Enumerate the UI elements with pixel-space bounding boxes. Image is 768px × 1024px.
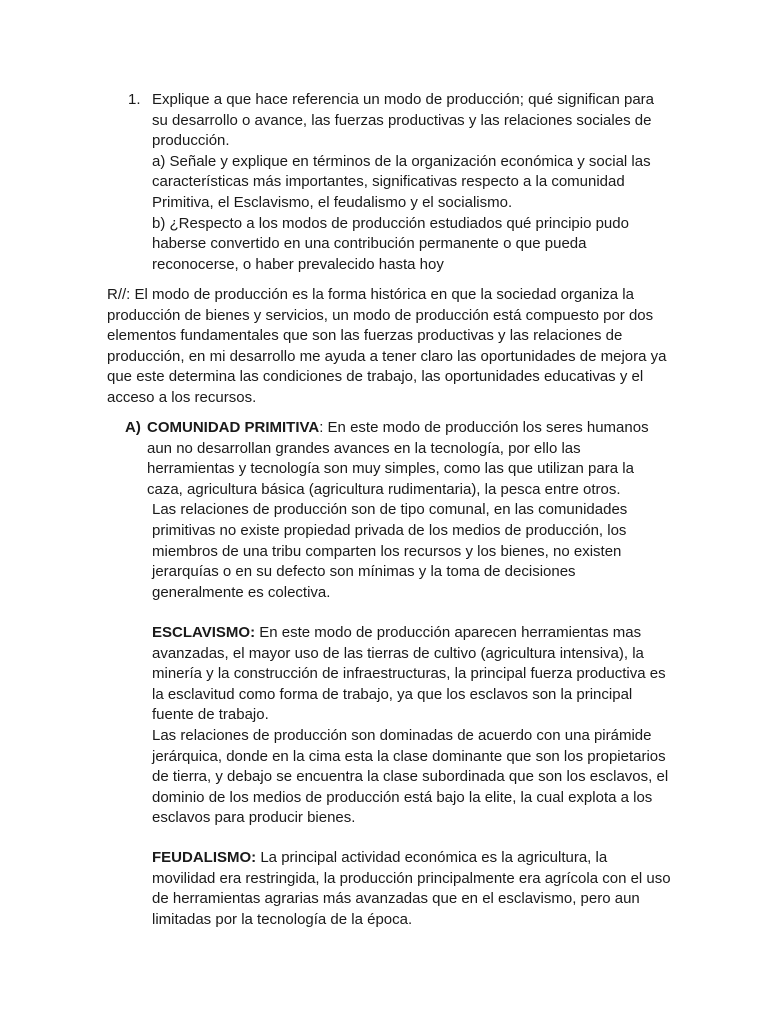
- question-part-b: b) ¿Respecto a los modos de producción estudiados qué principio pudo haberse convertido en una contribución permanente o que pueda reconocerse, o haber prevalecido hasta hoy: [152, 214, 629, 273]
- section-a-relations: Las relaciones de producción son de tipo comunal, en las comunidades primitivas no existe propiedad privada de los medios de producción, los miembros de una tribu comparten los recursos y los bienes, no existen jerarquías o en su defecto son mínimas y la toma de decisiones generalmente es colectiva.: [152, 501, 628, 601]
- section-a-text: : En este modo de producción los seres humanos aun no desarrollan grandes avances en la tecnología, por ello las herramientas y tecnología son muy simples, como las que utilizan para la caza, agricultura básica (agricultura rudimentaria), la pesca entre otros.: [147, 419, 649, 498]
- section-esclavismo: [152, 623, 672, 829]
- esclavismo-heading: ESCLAVISMO:: [152, 624, 256, 641]
- answer-text: R//: El modo de producción es la forma histórica en que la sociedad organiza la producción de bienes y servicios, un modo de producción está compuesto por dos elementos fundamentales que son las fuerzas productivas y las relaciones de producción, en mi desarrollo me ayuda a tener claro las oportunidades de mejora ya que este determina las condiciones de trabajo, las oportunidades educativas y el acceso a los recursos.: [107, 286, 667, 406]
- section-comunidad-primitiva: [125, 418, 670, 603]
- question-body: [152, 90, 668, 275]
- esclavismo-text: En este modo de producción aparecen herramientas mas avanzadas, el mayor uso de las tierras de cultivo (agricultura intensiva), la minería y la construcción de infraestructuras, la principal fuerza productiva es la esclavitud como forma de trabajo, ya que los esclavos son la principal fuente de trabajo.: [152, 624, 666, 724]
- section-marker: A): [125, 419, 141, 436]
- question-part-a: a) Señale y explique en términos de la organización económica y social las características más importantes, significativas respecto a la comunidad Primitiva, el Esclavismo, el feudalismo y el socialismo.: [152, 152, 651, 211]
- feudalismo-paragraph: [152, 848, 672, 930]
- question-number: 1.: [128, 91, 141, 108]
- question-item: [128, 90, 668, 275]
- feudalismo-text: La principal actividad económica es la agricultura, la movilidad era restringida, la producción principalmente era agrícola con el uso de herramientas agrarias más avanzadas que en el esclavismo, pero aun limitadas por la tecnología de la época.: [152, 849, 671, 928]
- question-text: Explique a que hace referencia un modo de producción; qué significan para su desarrollo o avance, las fuerzas productivas y las relaciones sociales de producción.: [152, 91, 655, 150]
- esclavismo-relations: Las relaciones de producción son dominadas de acuerdo con una pirámide jerárquica, donde en la cima esta la clase dominante que son los propietarios de tierra, y debajo se encuentra la clase subordinada que son los esclavos, el dominio de los medios de producción está bajo la elite, la cual explota a los esclavos para producir bienes.: [152, 726, 669, 827]
- answer-paragraph: [107, 285, 667, 409]
- feudalismo-heading: FEUDALISMO:: [152, 849, 257, 866]
- section-feudalismo: [152, 848, 672, 930]
- esclavismo-paragraph: [152, 623, 672, 726]
- section-a-heading: COMUNIDAD PRIMITIVA: [147, 419, 320, 436]
- section-a-paragraph: [147, 418, 670, 500]
